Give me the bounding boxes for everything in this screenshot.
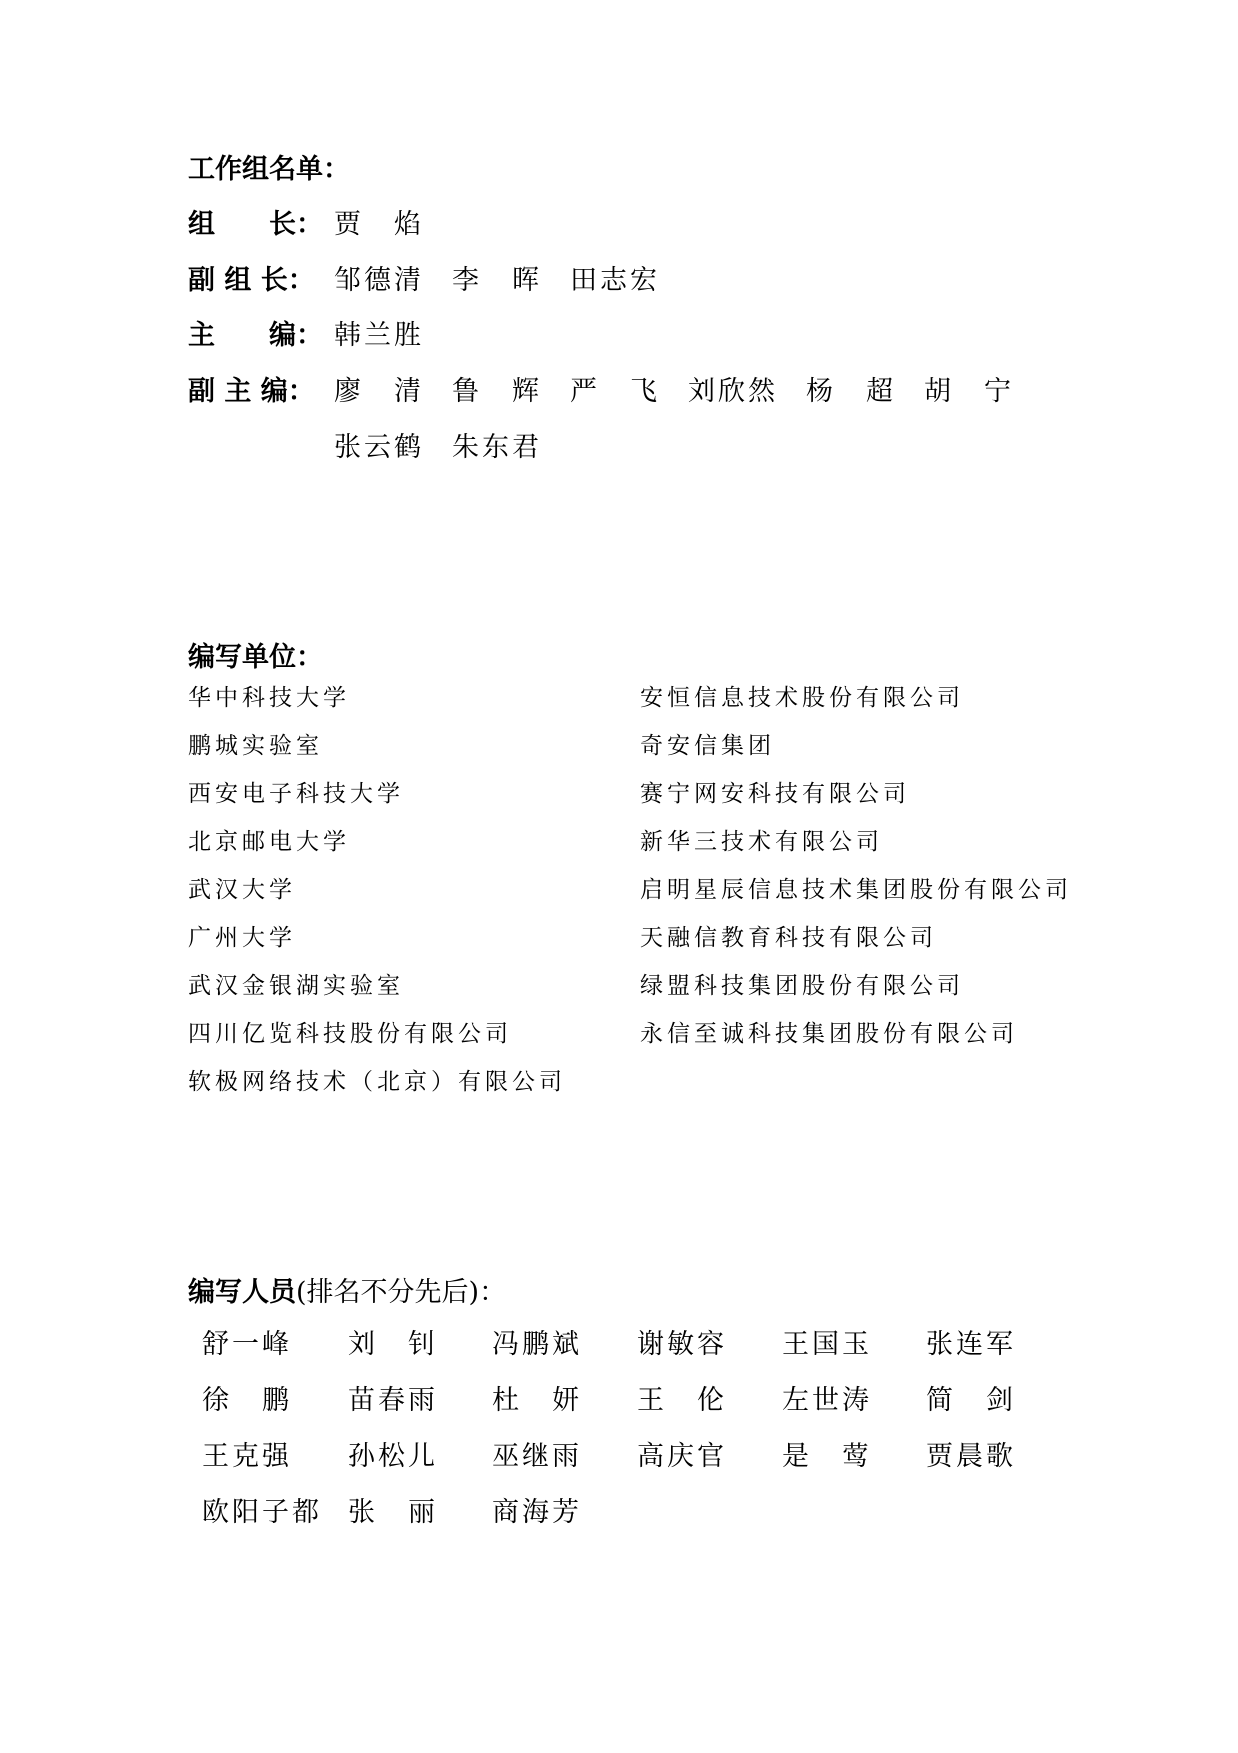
role-name: 胡 宁: [924, 376, 1014, 407]
person-name: 高庆官: [637, 1441, 727, 1472]
person-name: 王 伦: [637, 1385, 727, 1416]
unit-item: 华中科技大学: [188, 685, 350, 711]
role-name: 贾 焰: [334, 209, 424, 240]
units-heading: 编写单位：: [188, 642, 323, 673]
person-name: 孙松儿: [348, 1441, 438, 1472]
person-name: 谢敏容: [637, 1329, 727, 1360]
unit-item: 西安电子科技大学: [188, 781, 404, 807]
role-names: [334, 202, 1054, 241]
unit-item: 软极网络技术（北京）有限公司: [188, 1069, 566, 1095]
unit-item: 广州大学: [188, 925, 296, 951]
role-label: 副 组 长：: [188, 265, 315, 296]
unit-item: 绿盟科技集团股份有限公司: [640, 973, 964, 999]
person-name: 刘 钊: [348, 1329, 438, 1360]
person-name: 商海芳: [492, 1497, 582, 1528]
role-names: [334, 313, 1054, 352]
person-name: 巫继雨: [492, 1441, 582, 1472]
unit-item: 武汉金银湖实验室: [188, 973, 404, 999]
people-heading-note: (排名不分先后)：: [296, 1277, 507, 1308]
person-name: 舒一峰: [202, 1329, 292, 1360]
unit-item: 北京邮电大学: [188, 829, 350, 855]
role-row: [188, 258, 1054, 298]
person-name: 张 丽: [348, 1497, 438, 1528]
role-label: 副 主 编：: [188, 376, 315, 407]
unit-item: 永信至诚科技集团股份有限公司: [640, 1021, 1018, 1047]
person-name: 王国玉: [782, 1329, 872, 1360]
role-name: 田志宏: [570, 265, 660, 296]
unit-item: 天融信教育科技有限公司: [640, 925, 937, 951]
role-label: 主 编：: [188, 320, 323, 351]
person-name: 欧阳子都: [202, 1497, 322, 1528]
unit-item: 新华三技术有限公司: [640, 829, 883, 855]
person-name: 冯鹏斌: [492, 1329, 582, 1360]
role-name: 张云鹤: [334, 432, 424, 463]
person-name: 左世涛: [782, 1385, 872, 1416]
role-name: 杨 超: [806, 376, 896, 407]
workgroup-heading: 工作组名单：: [188, 154, 350, 185]
role-row: [188, 369, 1054, 463]
person-name: 贾晨歌: [926, 1441, 1016, 1472]
person-name: 徐 鹏: [202, 1385, 292, 1416]
role-name: 韩兰胜: [334, 320, 424, 351]
person-name: 张连军: [926, 1329, 1016, 1360]
person-name: 苗春雨: [348, 1385, 438, 1416]
role-name: 刘欣然: [688, 376, 778, 407]
role-name: 严 飞: [570, 376, 660, 407]
people-heading: [188, 1275, 506, 1311]
role-label: 组 长：: [188, 209, 323, 240]
unit-item: 奇安信集团: [640, 733, 775, 759]
person-name: 简 剑: [926, 1385, 1016, 1416]
unit-item: 启明星辰信息技术集团股份有限公司: [640, 877, 1072, 903]
role-name: 邹德清: [334, 265, 424, 296]
person-name: 王克强: [202, 1441, 292, 1472]
unit-item: 安恒信息技术股份有限公司: [640, 685, 964, 711]
unit-item: 赛宁网安科技有限公司: [640, 781, 910, 807]
role-name: 廖 清: [334, 376, 424, 407]
person-name: 杜 妍: [492, 1385, 582, 1416]
role-name: 朱东君: [452, 432, 542, 463]
person-name: 是 莺: [782, 1441, 872, 1472]
unit-item: 鹏城实验室: [188, 733, 323, 759]
people-heading-text: 编写人员: [188, 1277, 296, 1308]
role-names: [334, 258, 1054, 297]
unit-item: 四川亿览科技股份有限公司: [188, 1021, 512, 1047]
role-row: [188, 202, 1054, 242]
role-name: 李 晖: [452, 265, 542, 296]
role-name: 鲁 辉: [452, 376, 542, 407]
role-row: [188, 313, 1054, 353]
unit-item: 武汉大学: [188, 877, 296, 903]
role-names: [334, 369, 1054, 464]
